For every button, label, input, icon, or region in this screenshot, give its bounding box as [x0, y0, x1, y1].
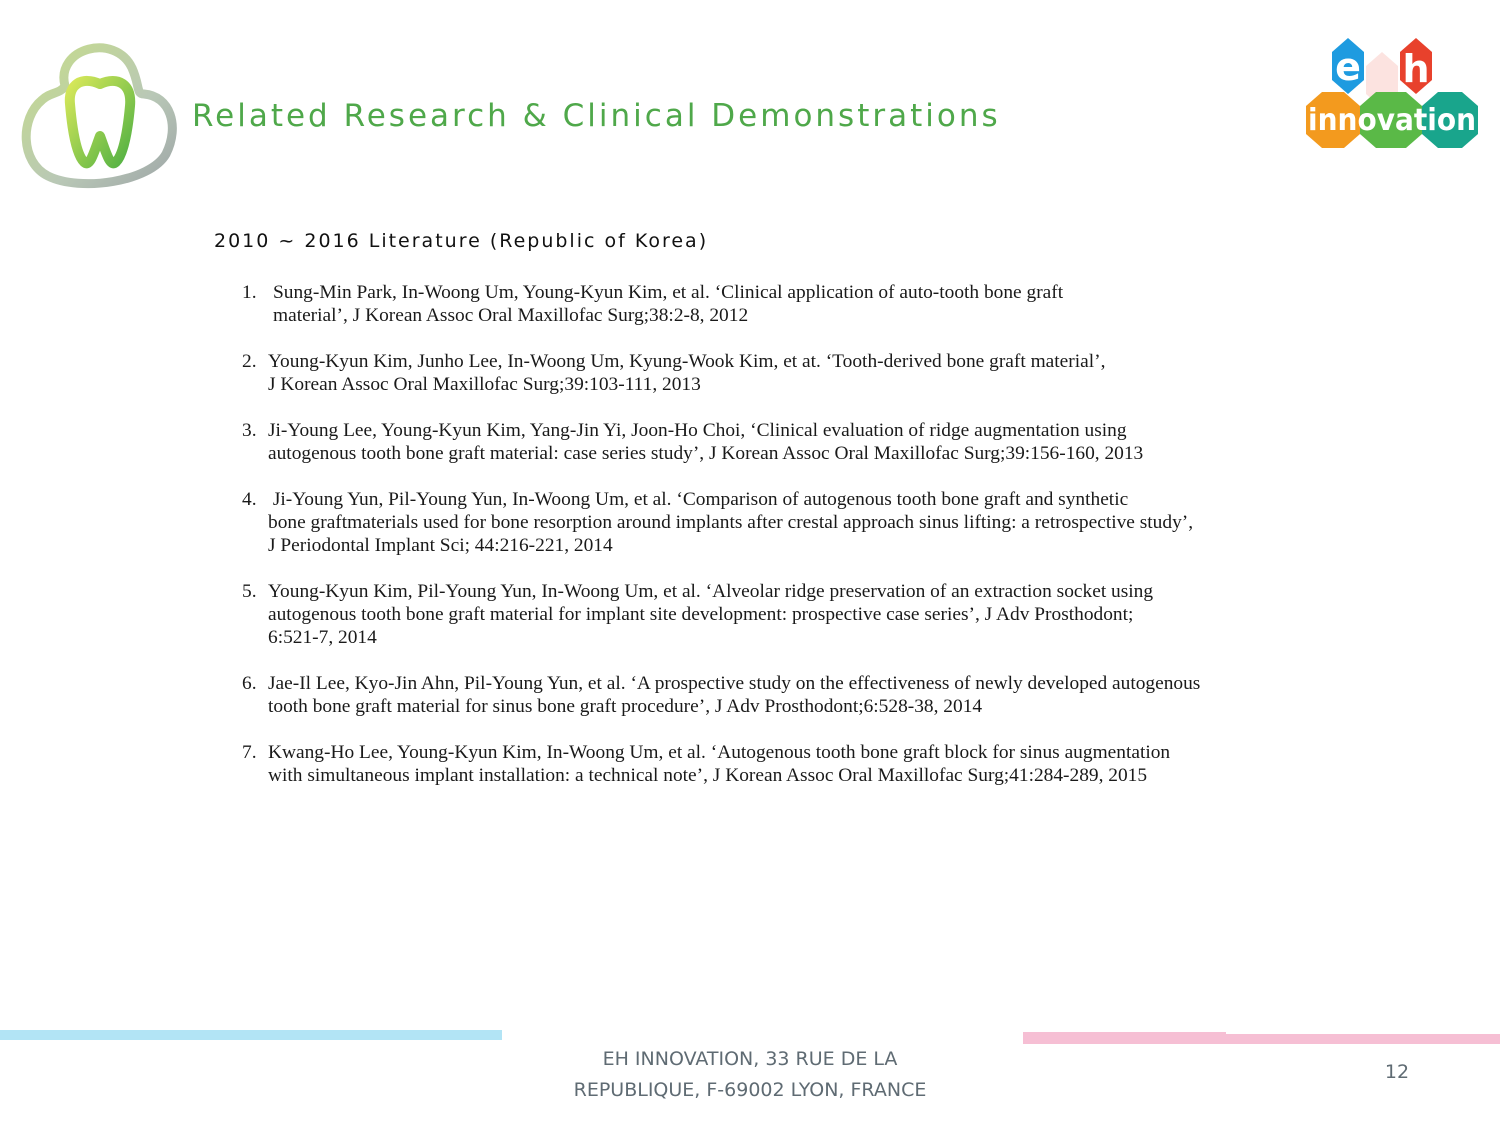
eh-innovation-logo-icon — [1302, 36, 1482, 152]
reference-number: 5. — [242, 581, 257, 602]
footer-accent-bar-pink — [1226, 1034, 1500, 1044]
footer-address-line: REPUBLIQUE, F-69002 LYON, FRANCE — [573, 1079, 927, 1101]
reference-text-line: Young-Kyun Kim, Junho Lee, In-Woong Um, Kyung-Wook Kim, et at. ‘Tooth-derived bone graft material’, — [268, 351, 1106, 372]
reference-item — [242, 281, 1287, 327]
reference-item — [242, 350, 1287, 396]
page-number: 12 — [1384, 1061, 1410, 1083]
footer-accent-bar-blue — [0, 1030, 502, 1040]
reference-number: 6. — [242, 673, 257, 694]
reference-item — [242, 580, 1287, 649]
reference-text-line: J Periodontal Implant Sci; 44:216-221, 2014 — [268, 535, 613, 556]
reference-text-line: Jae-Il Lee, Kyo-Jin Ahn, Pil-Young Yun, et al. ‘A prospective study on the effectiveness of newly developed autogenous — [268, 673, 1201, 694]
reference-text-line: Sung-Min Park, In-Woong Um, Young-Kyun Kim, et al. ‘Clinical application of auto-tooth bone graft — [273, 282, 1064, 303]
reference-text-line: Ji-Young Yun, Pil-Young Yun, In-Woong Um, et al. ‘Comparison of autogenous tooth bone graft and synthetic — [268, 489, 1129, 510]
logo-letter-h: h — [1402, 47, 1430, 91]
footer-address — [500, 1044, 1000, 1106]
reference-text-line: material’, J Korean Assoc Oral Maxillofac Surg;38:2-8, 2012 — [273, 305, 749, 326]
page-title: Related Research & Clinical Demonstrations — [192, 98, 1001, 134]
reference-text-line: Young-Kyun Kim, Pil-Young Yun, In-Woong Um, et al. ‘Alveolar ridge preservation of an extraction socket using — [268, 581, 1154, 602]
reference-text-line: tooth bone graft material for sinus bone graft procedure’, J Adv Prosthodont;6:528-38, 2014 — [268, 696, 983, 717]
reference-number: 4. — [242, 489, 257, 510]
reference-item — [242, 419, 1287, 465]
reference-list — [242, 281, 1287, 810]
logo-letter-e: e — [1335, 45, 1361, 89]
reference-text-line: with simultaneous implant installation: a technical note’, J Korean Assoc Oral Maxillofac Surg;41:284-289, 2015 — [268, 765, 1148, 786]
reference-text-line: Kwang-Ho Lee, Young-Kyun Kim, In-Woong Um, et al. ‘Autogenous tooth bone graft block for sinus augmentation — [268, 742, 1171, 763]
footer-accent-bar-pink — [1023, 1032, 1226, 1044]
reference-number: 2. — [242, 351, 257, 372]
reference-item — [242, 672, 1287, 718]
reference-number: 7. — [242, 742, 257, 763]
tooth-logo-icon — [20, 34, 180, 190]
logo-word-innovation: innovation — [1308, 103, 1476, 138]
reference-text-line: bone graftmaterials used for bone resorption around implants after crestal approach sinus lifting: a retrospective study’, — [268, 512, 1194, 533]
footer-address-line: EH INNOVATION, 33 RUE DE LA — [602, 1048, 898, 1070]
reference-text-line: Ji-Young Lee, Young-Kyun Kim, Yang-Jin Yi, Joon-Ho Choi, ‘Clinical evaluation of ridge augmentation using — [268, 420, 1127, 441]
reference-item — [242, 488, 1287, 557]
reference-text-line: 6:521-7, 2014 — [268, 627, 377, 648]
section-subtitle: 2010 ~ 2016 Literature (Republic of Korea) — [214, 230, 709, 252]
reference-number: 3. — [242, 420, 257, 441]
reference-number: 1. — [242, 282, 257, 303]
reference-text-line: J Korean Assoc Oral Maxillofac Surg;39:103-111, 2013 — [268, 374, 701, 395]
reference-item — [242, 741, 1287, 787]
reference-text-line: autogenous tooth bone graft material: case series study’, J Korean Assoc Oral Maxillofac Surg;39:156-160, 2013 — [268, 443, 1144, 464]
reference-text-line: autogenous tooth bone graft material for implant site development: prospective case series’, J Adv Prosthodont; — [268, 604, 1134, 625]
